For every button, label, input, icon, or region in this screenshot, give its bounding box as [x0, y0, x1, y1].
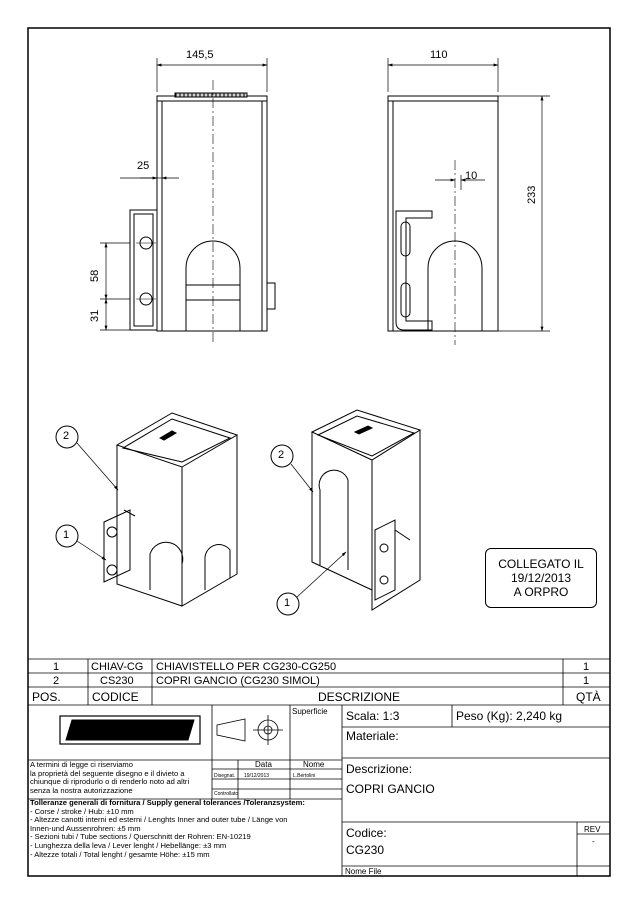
descrizione-label: Descrizione:	[346, 762, 413, 776]
bom-header-pos: POS.	[32, 690, 61, 704]
legal-line: chiunque di riprodurlo o di renderlo noto ad altri	[30, 777, 190, 787]
tolerance-line: - Sezioni tubi / Tube sections / Querschnitt der Rohren: EN-10219	[30, 832, 251, 842]
balloon-label: 1	[284, 597, 291, 609]
bom-pos: 2	[53, 675, 60, 687]
front-view	[130, 80, 275, 345]
bom-qty: 1	[583, 661, 590, 673]
bom-code: CS230	[100, 675, 134, 687]
legal-line: la proprietà del seguente disegno e il divieto a	[30, 768, 185, 778]
bom-desc: CHIAVISTELLO PER CG230-CG250	[156, 661, 337, 673]
tolerance-line: - Altezze canotti interni ed esterni / Lenghts Inner and outer tube / Länge von	[30, 815, 288, 825]
superficie-label: Superficie	[292, 707, 328, 716]
rev-label: REV	[584, 825, 601, 834]
balloon-label: 2	[278, 449, 285, 461]
controllato-label: Controllato	[214, 791, 239, 797]
bom-desc: COPRI GANCIO (CG230 SIMOL)	[156, 675, 320, 687]
dim-front-width: 145,5	[186, 49, 214, 61]
stamp-line: COLLEGATO IL	[498, 557, 584, 571]
legal-line: A termini di legge ci riserviamo	[30, 760, 133, 769]
dim-offset-25: 25	[137, 160, 150, 172]
front-dimensions	[100, 58, 267, 330]
bom-code: CHIAV-CG	[91, 661, 144, 673]
dim-base-31: 31	[89, 309, 101, 322]
disegnat-date: 19/12/2013	[244, 773, 270, 779]
legal-line: senza la nostra autorizzazione	[30, 785, 133, 795]
simol-logo	[60, 716, 200, 744]
materiale-label: Materiale:	[346, 729, 399, 743]
nome-label: Nome	[303, 760, 325, 769]
bom-header-code: CODICE	[92, 690, 139, 704]
dim-pitch-58: 58	[89, 269, 101, 282]
bom-pos: 1	[53, 661, 60, 673]
balloons	[56, 426, 299, 615]
disegnat-name: L.Bertolini	[293, 773, 316, 779]
codice-value: CG230	[346, 843, 385, 857]
bom-qty: 1	[583, 675, 590, 687]
codice-label: Codice:	[346, 826, 387, 840]
connection-stamp	[485, 548, 597, 608]
side-view	[388, 96, 498, 345]
bom-header-desc: DESCRIZIONE	[318, 690, 401, 704]
tolerance-line: - Altezze totali / Total lenght / gesamte Höhe: ±15 mm	[30, 849, 210, 859]
iso-view-right	[312, 410, 420, 610]
data-label: Data	[255, 760, 272, 769]
tolerance-line: - Lunghezza della leva / Lever lenght / Hebellänge: ±3 mm	[30, 840, 227, 850]
dim-offset-10: 10	[465, 170, 478, 182]
nome-file-label: Nome File	[345, 867, 382, 876]
tolerance-line: - Corse / stroke / Hub: ±10 mm	[30, 806, 134, 816]
descrizione-value: COPRI GANCIO	[346, 782, 435, 796]
legal-notice	[30, 761, 189, 795]
balloon-label: 2	[63, 430, 70, 442]
tolerance-line: Innen-und Aussenrohren: ±5 mm	[30, 823, 141, 833]
balloon-label: 1	[63, 529, 70, 541]
stamp-line: 19/12/2013	[510, 571, 572, 585]
dim-side-width: 110	[430, 49, 448, 61]
iso-view-left	[104, 413, 237, 606]
projection-symbol	[217, 715, 283, 745]
stamp-line: A ORPRO	[513, 585, 569, 599]
disegnat-label: Disegnat.	[214, 773, 236, 779]
bom-header-qty: QTÀ	[576, 690, 601, 704]
sheet-border	[28, 28, 610, 876]
peso-label: Peso (Kg): 2,240 kg	[456, 709, 563, 723]
dim-height-233: 233	[526, 185, 538, 204]
tolerances	[30, 799, 368, 859]
tolerances-title: Tolleranze generali di fornitura / Supply general tolerances /Toleranzsystem:	[30, 798, 305, 807]
rev-value: -	[592, 837, 595, 846]
scala-label: Scala: 1:3	[346, 709, 400, 723]
